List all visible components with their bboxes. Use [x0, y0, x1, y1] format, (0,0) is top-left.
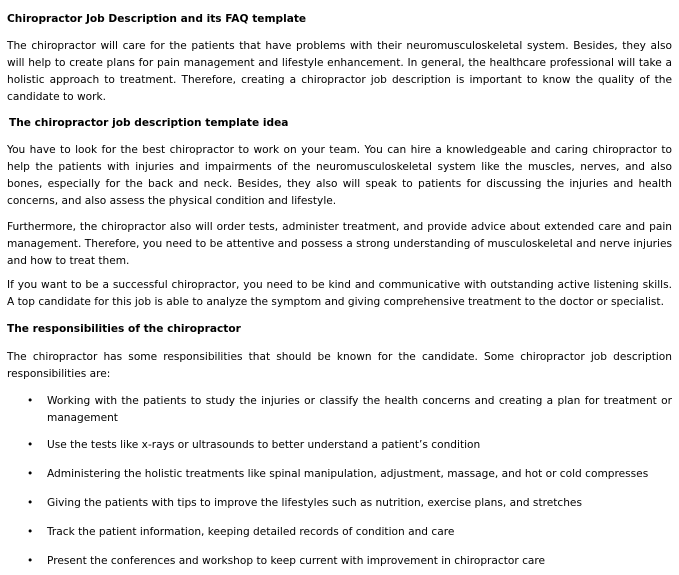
responsibilities-intro: The chiropractor has some responsibilities that should be known for the candidate. Some chiropractor job description responsibilities are: [7, 351, 672, 380]
bullet-icon: • [27, 439, 34, 451]
bullet-icon: • [27, 395, 34, 407]
bullet-icon: • [27, 526, 34, 538]
list-item-text: Use the tests like x-rays or ultrasounds to better understand a patient’s condition [47, 439, 481, 451]
template-paragraph-3: If you want to be a successful chiropractor, you need to be kind and communicative with outstanding active listening skills. A top candidate for this job is able to analyze the symptom and giving comprehensive treatment to the doctor or specialist. [7, 279, 672, 308]
list-item-text: Giving the patients with tips to improve the lifestyles such as nutrition, exercise plans, and stretches [47, 497, 582, 509]
list-item-text: Present the conferences and workshop to keep current with improvement in chiropractor care [47, 555, 546, 567]
template-paragraph-2: Furthermore, the chiropractor also will order tests, administer treatment, and provide advice about extended care and pain management. Therefore, you need to be attentive and possess a strong understanding of musculoskeletal and nerve injuries and how to treat them. [7, 221, 672, 267]
template-paragraph-1: You have to look for the best chiropractor to work on your team. You can hire a knowledgeable and caring chiropractor to help the patients with injuries and impairments of the neuromusculoskeletal system like the muscles, nerves, and also bones, especially for the back and neck. Besides, they also will speak to patients for discussing the injuries and health concerns, and also assess the physical condition and lifestyle. [7, 144, 672, 207]
list-item-text: Administering the holistic treatments like spinal manipulation, adjustment, massage, and hot or cold compresses [47, 468, 649, 480]
template-heading: The chiropractor job description template idea [9, 117, 289, 129]
document-title: Chiropractor Job Description and its FAQ template [7, 13, 307, 25]
intro-paragraph: The chiropractor will care for the patients that have problems with their neuromusculoskeletal system. Besides, they also will help to create plans for pain management and lifestyle enhancement. In general, the healthcare professional will take a holistic approach to treatment. Therefore, creating a chiropractor job description is important to know the quality of the candidate to work. [7, 40, 672, 103]
bullet-icon: • [27, 497, 34, 509]
responsibilities-heading: The responsibilities of the chiropractor [7, 323, 241, 335]
bullet-icon: • [27, 468, 34, 480]
list-item-text: Track the patient information, keeping detailed records of condition and care [47, 526, 455, 538]
bullet-icon: • [27, 555, 34, 567]
list-item-text: Working with the patients to study the injuries or classify the health concerns and creating a plan for treatment or management [47, 395, 672, 424]
